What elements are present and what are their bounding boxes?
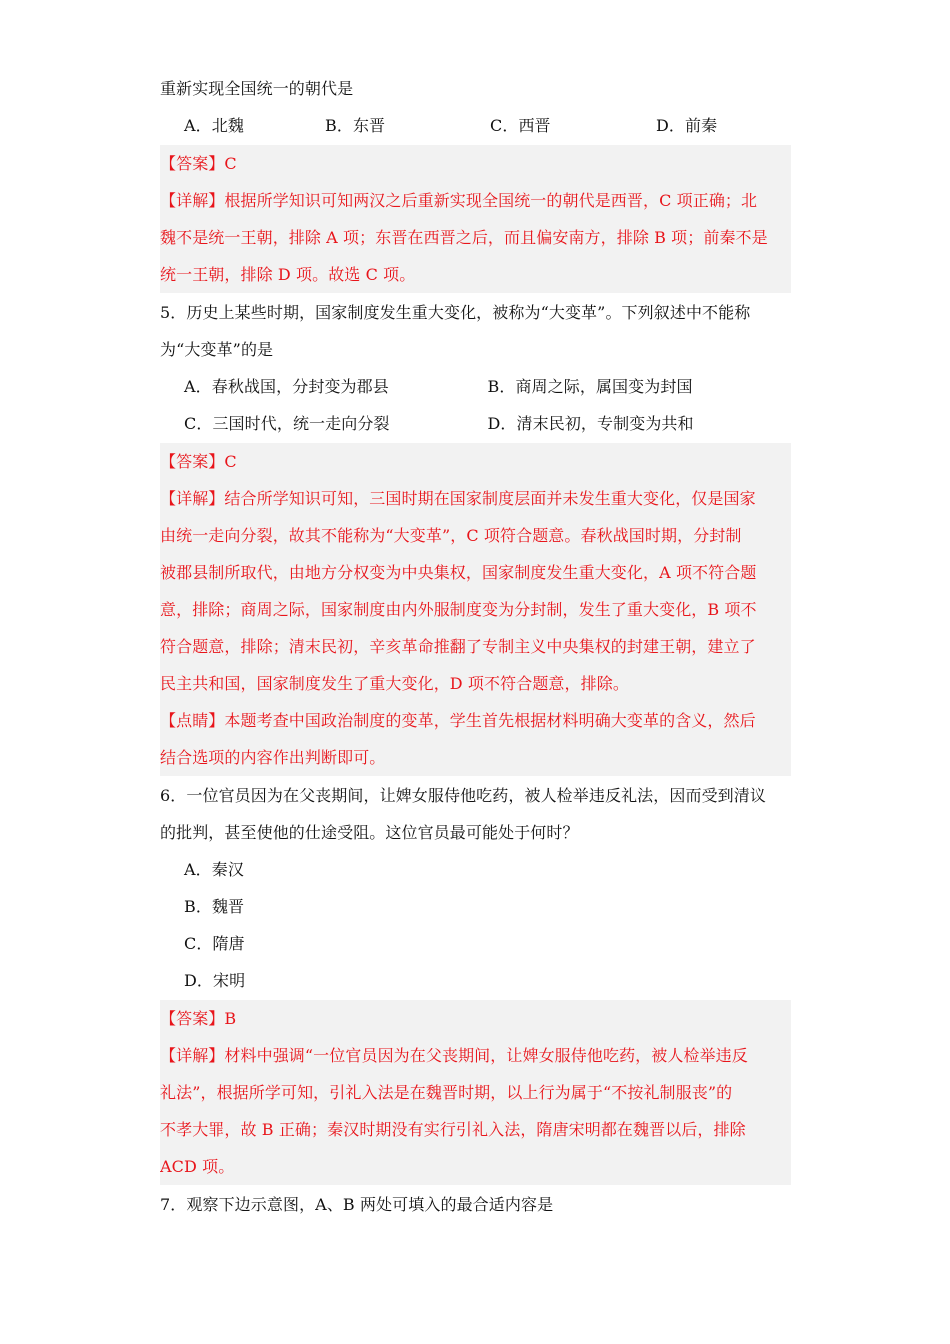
- question-stem-line: 的批判，甚至使他的仕途受阻。这位官员最可能处于何时？: [160, 823, 579, 842]
- answer-block-6: [160, 1000, 791, 1185]
- explanation-line: 【详解】结合所学知识可知，三国时期在国家制度层面并未发生重大变化，仅是国家: [160, 489, 756, 508]
- option-c: C．三国时代，统一走向分裂: [184, 414, 390, 433]
- explanation-line: 魏不是统一王朝，排除 A 项；东晋在西晋之后，而且偏安南方，排除 B 项；前秦不是: [160, 228, 768, 247]
- explanation-line: 符合题意，排除；清末民初，辛亥革命推翻了专制主义中央集权的封建王朝，建立了: [160, 637, 756, 656]
- question-5: [160, 294, 791, 442]
- page-content: [160, 70, 791, 1223]
- option-a: A．北魏: [184, 116, 244, 135]
- comment-line: 结合选项的内容作出判断即可。: [160, 748, 386, 767]
- answer-line: 【答案】C: [160, 452, 237, 471]
- explanation-line: ACD 项。: [160, 1157, 235, 1176]
- explanation-line: 不孝大罪，故 B 正确；秦汉时期没有实行引礼入法，隋唐宋明都在魏晋以后，排除: [160, 1120, 746, 1139]
- explanation-line: 【详解】材料中强调“一位官员因为在父丧期间，让婢女服侍他吃药，被人检举违反: [160, 1046, 748, 1065]
- option-row: [160, 107, 791, 144]
- explanation-line: 民主共和国，国家制度发生了重大变化，D 项不符合题意，排除。: [160, 674, 629, 693]
- question-stem-line: 为“大变革”的是: [160, 340, 274, 359]
- explanation-line: 被郡县制所取代，由地方分权变为中央集权，国家制度发生重大变化，A 项不符合题: [160, 563, 757, 582]
- option-d: D．清末民初，专制变为共和: [487, 414, 694, 433]
- question-stem-line: 5．历史上某些时期，国家制度发生重大变化，被称为“大变革”。下列叙述中不能称: [160, 303, 751, 322]
- option-c: C．西晋: [490, 116, 551, 135]
- explanation-line: 【详解】根据所学知识可知两汉之后重新实现全国统一的朝代是西晋，C 项正确；北: [160, 191, 758, 210]
- option-c: C．隋唐: [184, 934, 245, 953]
- question-7: [160, 1186, 791, 1223]
- option-a: A．春秋战国，分封变为郡县: [184, 377, 389, 396]
- option-a: A．秦汉: [184, 860, 244, 879]
- comment-line: 【点睛】本题考查中国政治制度的变革，学生首先根据材料明确大变革的含义，然后: [160, 711, 756, 730]
- explanation-line: 由统一走向分裂，故其不能称为“大变革”，C 项符合题意。春秋战国时期，分封制: [160, 526, 742, 545]
- option-d: D．前秦: [656, 116, 718, 135]
- option-row: [160, 405, 791, 442]
- question-stem-line: 6．一位官员因为在父丧期间，让婢女服侍他吃药，被人检举违反礼法，因而受到清议: [160, 786, 766, 805]
- option-d: D．宋明: [184, 971, 246, 990]
- answer-line: 【答案】C: [160, 154, 237, 173]
- explanation-line: 统一王朝，排除 D 项。故选 C 项。: [160, 265, 416, 284]
- option-row: [160, 368, 791, 405]
- question-6: [160, 777, 791, 999]
- option-b: B．魏晋: [184, 897, 245, 916]
- answer-block-5: [160, 443, 791, 776]
- answer-line: 【答案】B: [160, 1009, 237, 1028]
- question-4: [160, 70, 791, 144]
- explanation-line: 意，排除；商周之际，国家制度由内外服制度变为分封制，发生了重大变化，B 项不: [160, 600, 757, 619]
- option-b: B．商周之际，属国变为封国: [487, 377, 693, 396]
- explanation-line: 礼法”，根据所学可知，引礼入法是在魏晋时期，以上行为属于“不按礼制服丧”的: [160, 1083, 733, 1102]
- question-stem-line: 7．观察下边示意图，A、B 两处可填入的最合适内容是: [160, 1195, 554, 1214]
- answer-block-4: [160, 145, 791, 293]
- option-b: B．东晋: [325, 116, 386, 135]
- question-stem-line: 重新实现全国统一的朝代是: [160, 79, 354, 98]
